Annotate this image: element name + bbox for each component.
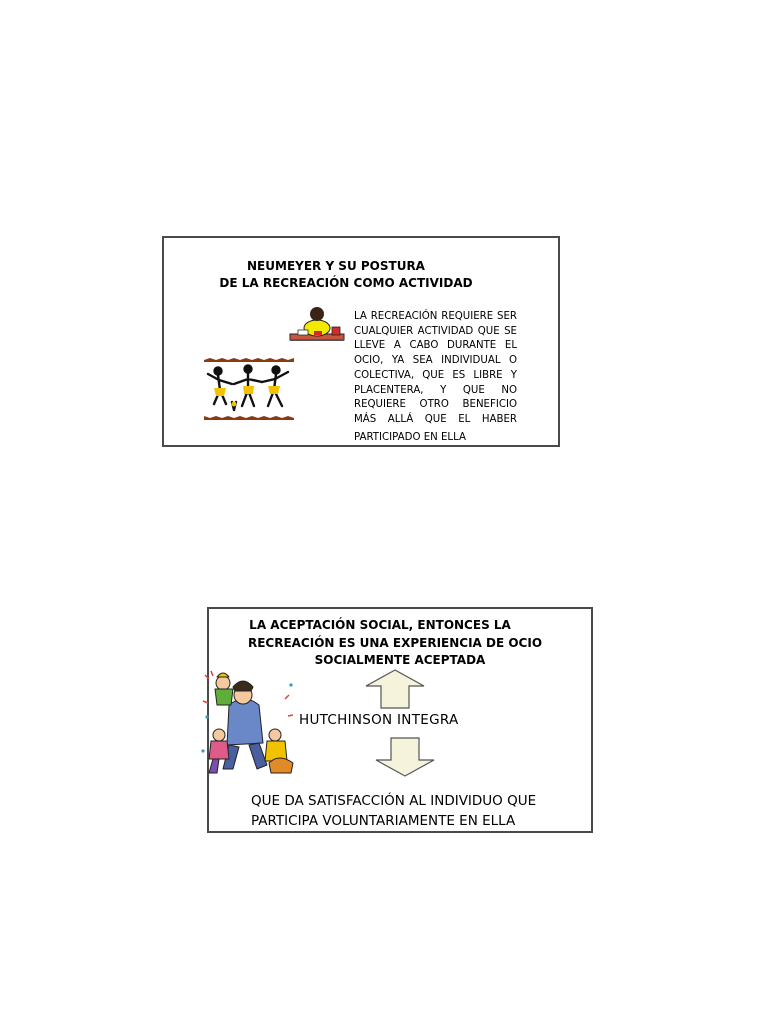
hutchinson-integra-label: HUTCHINSON INTEGRA [299, 712, 459, 728]
person-at-table-clipart [288, 304, 346, 344]
slide2-conclusion-line1: QUE DA SATISFACCIÓN AL INDIVIDUO QUE [251, 793, 537, 809]
slide1-definition [354, 310, 517, 445]
dancers-clipart [204, 358, 294, 420]
slide1-title-line2: DE LA RECREACIÓN COMO ACTIVIDAD [219, 276, 473, 290]
arrow-down-icon [375, 737, 435, 777]
slide1-title [164, 258, 558, 292]
slide1-title-line1: NEUMEYER Y SU POSTURA [247, 259, 425, 273]
slide2-title-line3: SOCIALMENTE ACEPTADA [314, 653, 486, 667]
slide1-definition-last-line: PARTICIPADO EN ELLA [354, 431, 466, 443]
slide1-definition-text: LA RECREACIÓN REQUIERE SER CUALQUIER ACTIVIDAD QUE SE LLEVE A CABO DURANTE EL OCIO, YA SEA INDIVIDUAL O COLECTIVA, QUE ES LIBRE Y PLACENTERA, Y QUE NO REQUIERE OTRO BENEFICIO MÁS ALLÁ QUE EL HABER [354, 311, 517, 425]
family-playing-clipart [199, 665, 299, 783]
slide2-title [209, 617, 591, 670]
slide-hutchinson [207, 607, 593, 833]
arrow-up-icon [365, 669, 425, 709]
slide2-conclusion [251, 791, 591, 831]
slide2-conclusion-line2: PARTICIPA VOLUNTARIAMENTE EN ELLA [251, 813, 516, 829]
slide2-title-line2: RECREACIÓN ES UNA EXPERIENCIA DE OCIO [247, 635, 543, 650]
slide-neumeyer [162, 236, 560, 447]
slide2-title-line1: LA ACEPTACIÓN SOCIAL, ENTONCES LA [249, 618, 511, 632]
